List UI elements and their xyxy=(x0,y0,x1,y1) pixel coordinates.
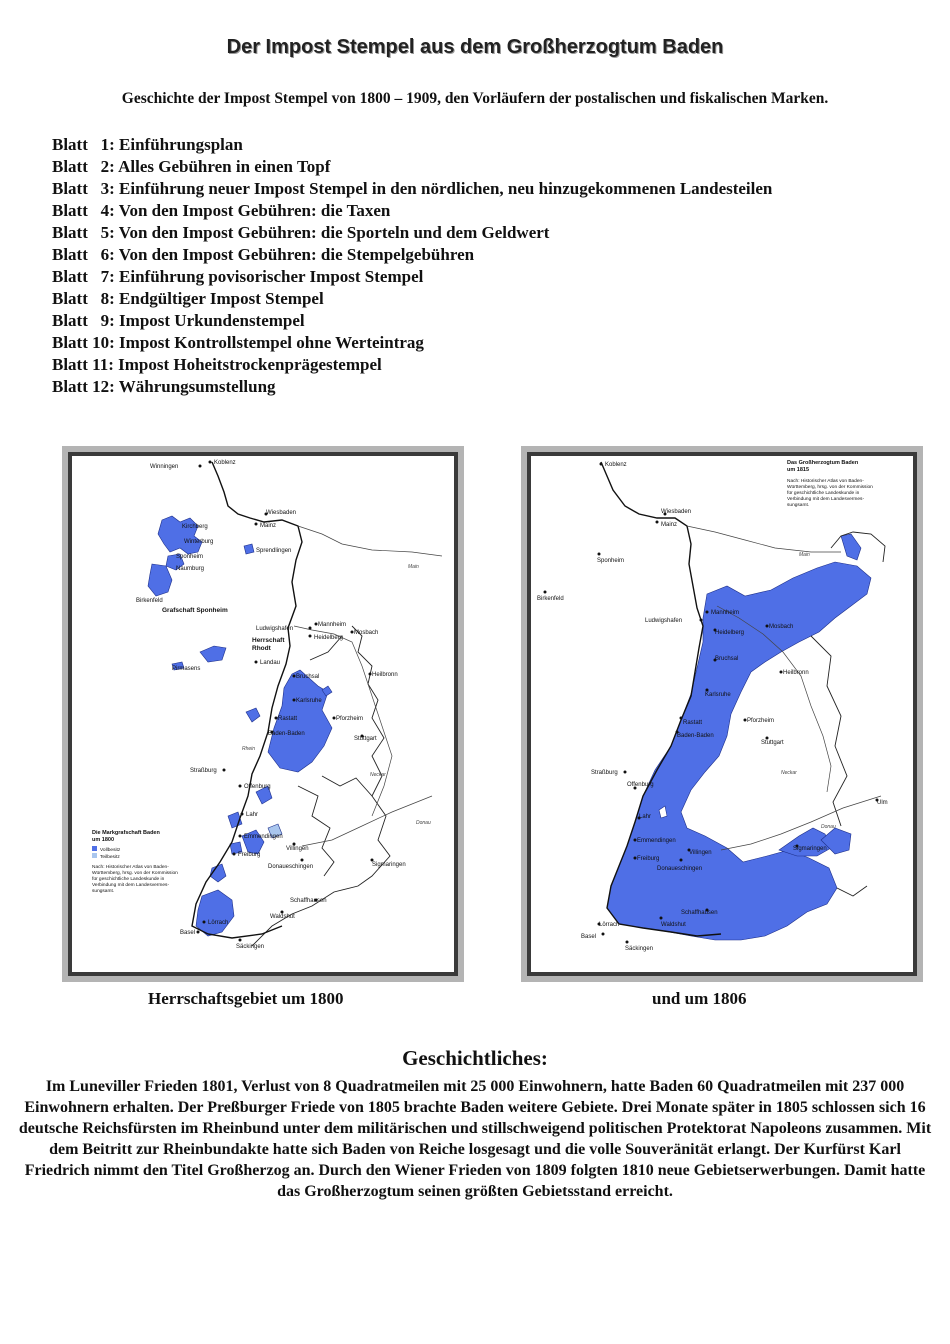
city-label: Pforzheim xyxy=(336,716,364,722)
page-subtitle: Geschichte der Impost Stempel von 1800 – 1909, den Vorläufern der postalischen und fiskalischen Marken. xyxy=(121,90,829,107)
legend-source: Nach: Historischer Atlas von Baden- xyxy=(92,865,169,870)
city-dot xyxy=(600,463,603,466)
city-label: Karlsruhe xyxy=(296,698,322,704)
city-label: Bruchsal xyxy=(715,656,739,662)
city-label: Offenburg xyxy=(627,782,654,788)
city-dot xyxy=(301,859,304,862)
sheet-item: Blatt 9: Impost Urkundenstempel xyxy=(52,311,305,330)
sheet-item: Blatt 11: Impost Hoheitstrockenprägestempel xyxy=(52,355,382,374)
city-label: Straßburg xyxy=(190,768,217,774)
city-dot xyxy=(239,939,242,942)
city-label: Heilbronn xyxy=(783,670,809,676)
map-shape xyxy=(302,796,432,846)
city-label: Pforzheim xyxy=(747,718,775,724)
city-label: Rastatt xyxy=(278,716,298,722)
map-shape xyxy=(298,526,442,556)
map-1800-caption: Herrschaftsgebiet um 1800 xyxy=(148,989,344,1008)
city-dot xyxy=(209,461,212,464)
map-shape xyxy=(298,786,334,876)
legend-title: um 1815 xyxy=(787,467,810,473)
sheet-item: Blatt 10: Impost Kontrollstempel ohne Werteintrag xyxy=(52,333,424,352)
city-label: Landau xyxy=(260,660,281,666)
legend-swatch-partial xyxy=(92,853,97,858)
city-label: Lörrach xyxy=(208,920,229,926)
legend-title: Die Markgrafschaft Baden xyxy=(92,830,160,836)
city-dot xyxy=(199,465,202,468)
city-label: Heidelberg xyxy=(314,635,344,641)
river-label: Neckar xyxy=(781,770,797,776)
region-label: Grafschaft Sponheim xyxy=(162,607,228,614)
city-label: Säckingen xyxy=(236,944,265,950)
city-label: Ludwigshafen xyxy=(645,618,683,624)
city-label: Baden-Baden xyxy=(268,731,305,737)
sheet-item: Blatt 3: Einführung neuer Impost Stempel in den nördlichen, neu hinzugekommenen Landesteilen xyxy=(52,179,773,198)
city-dot xyxy=(255,523,258,526)
city-label: Freiburg xyxy=(637,856,660,862)
city-label: Rastatt xyxy=(683,720,703,726)
city-label: Koblenz xyxy=(605,462,627,468)
map-shape xyxy=(687,526,841,552)
map-1800 xyxy=(62,446,464,982)
city-label: Baden-Baden xyxy=(677,733,714,739)
city-dot xyxy=(241,813,244,816)
map-shape xyxy=(837,886,867,896)
city-dot xyxy=(626,941,629,944)
city-label: Pirmasens xyxy=(172,666,201,672)
legend-title: Das Großherzogtum Baden xyxy=(787,460,859,466)
legend-source: Verbindung mit dem Landesvermes- xyxy=(92,883,170,888)
city-label: Mainz xyxy=(260,523,277,529)
legend-source: Verbindung mit dem Landesvermes- xyxy=(787,497,865,502)
city-label: Mannheim xyxy=(711,610,740,616)
city-label: Emmendingen xyxy=(244,834,283,840)
region-label: Herrschaft xyxy=(252,637,285,644)
sheet-item: Blatt 5: Von den Impost Gebühren: die Sporteln und dem Geldwert xyxy=(52,223,550,242)
map-shape xyxy=(811,636,847,826)
city-label: Sponheim xyxy=(597,558,625,564)
city-label: Mannheim xyxy=(318,622,347,628)
city-dot xyxy=(255,661,258,664)
city-dot xyxy=(223,769,226,772)
city-label: Emmendingen xyxy=(637,838,676,844)
map-1806-legend xyxy=(787,460,873,508)
city-label: Winterburg xyxy=(184,539,214,545)
city-label: Waldshut xyxy=(270,914,295,920)
sheet-item: Blatt 7: Einführung povisorischer Impost Stempel xyxy=(52,267,424,286)
city-dot xyxy=(309,635,312,638)
sheet-item: Blatt 6: Von den Impost Gebühren: die Stempelgebühren xyxy=(52,245,475,264)
legend-source: sungsamt. xyxy=(787,503,810,508)
city-label: Villingen xyxy=(689,850,712,856)
city-label: Birkenfeld xyxy=(136,598,163,604)
city-dot xyxy=(197,931,200,934)
city-label: Kirchberg xyxy=(182,524,208,530)
city-dot xyxy=(309,627,312,630)
city-label: Mosbach xyxy=(354,630,379,636)
city-label: Waldshut xyxy=(661,922,686,928)
city-label: Ludwigshafen xyxy=(256,626,294,632)
river-label: Donau xyxy=(416,820,431,826)
river-label: Rhein xyxy=(242,746,256,752)
map-shape xyxy=(148,564,172,596)
city-dot xyxy=(602,933,605,936)
legend-source: Württemberg, hrsg. von der Kommission xyxy=(787,485,873,490)
city-label: Lahr xyxy=(639,814,652,820)
city-dot xyxy=(598,553,601,556)
city-dot xyxy=(203,921,206,924)
city-label: Birkenfeld xyxy=(537,596,564,602)
city-label: Offenburg xyxy=(244,784,271,790)
region-label: Rhodt xyxy=(252,645,271,652)
page-title: Der Impost Stempel aus dem Großherzogtum Baden xyxy=(226,36,724,58)
city-label: Freiburg xyxy=(238,852,261,858)
city-label: Schaffhausen xyxy=(290,898,327,904)
city-label: Straßburg xyxy=(591,770,618,776)
city-dot xyxy=(656,521,659,524)
sheet-item: Blatt 2: Alles Gebühren in einen Topf xyxy=(52,157,331,176)
legend-source: für geschichtliche Landeskunde in xyxy=(787,491,860,496)
city-label: Donaueschingen xyxy=(268,864,314,870)
city-label: Heilbronn xyxy=(372,672,398,678)
map-shape xyxy=(322,776,372,796)
city-label: Wiesbaden xyxy=(266,510,297,516)
legend-source: Nach: Historischer Atlas von Baden- xyxy=(787,479,864,484)
map-shape xyxy=(196,890,234,936)
territory-1806 xyxy=(607,534,871,940)
city-label: Sponheim xyxy=(176,554,204,560)
legend-source: für geschichtliche Landeskunde in xyxy=(92,877,165,882)
map-1806-drawing xyxy=(531,456,913,972)
city-label: Villingen xyxy=(286,846,309,852)
city-dot xyxy=(624,771,627,774)
city-label: Bruchsal xyxy=(296,674,320,680)
city-label: Mainz xyxy=(661,522,678,528)
legend-source: Württemberg, hrsg. von der Kommission xyxy=(92,871,178,876)
legend-item: Teilbesitz xyxy=(100,855,120,860)
city-label: Sprendlingen xyxy=(256,548,292,554)
city-label: Lörrach xyxy=(599,922,620,928)
map-1806 xyxy=(521,446,923,982)
city-label: Basel xyxy=(581,934,597,940)
city-label: Heidelberg xyxy=(715,630,745,636)
map-1800-drawing xyxy=(72,456,454,972)
map-shape xyxy=(200,646,226,662)
sheet-item: Blatt 12: Währungsumstellung xyxy=(52,377,276,396)
city-label: Karlsruhe xyxy=(705,692,731,698)
city-label: Sigmaringen xyxy=(372,862,406,868)
river-label: Main xyxy=(408,564,419,570)
legend-source: sungsamt. xyxy=(92,889,115,894)
city-label: Stuttgart xyxy=(761,740,784,746)
legend-swatch-full xyxy=(92,846,97,851)
map-shape xyxy=(246,708,260,722)
city-label: Donaueschingen xyxy=(657,866,703,872)
city-dot xyxy=(700,619,703,622)
legend-item: Vollbesitz xyxy=(100,848,121,853)
city-label: Stuttgart xyxy=(354,736,377,742)
city-dot xyxy=(239,785,242,788)
sheet-item: Blatt 4: Von den Impost Gebühren: die Taxen xyxy=(52,201,391,220)
city-dot xyxy=(706,611,709,614)
city-label: Koblenz xyxy=(214,460,236,466)
city-label: Säckingen xyxy=(625,946,654,952)
city-dot xyxy=(660,917,663,920)
city-label: Mosbach xyxy=(769,624,794,630)
city-label: Sigmaringen xyxy=(793,846,827,852)
map-shape xyxy=(158,516,202,554)
city-label: Naumburg xyxy=(176,566,205,572)
legend-title: um 1800 xyxy=(92,837,115,843)
river-label: Neckar xyxy=(370,772,386,778)
city-dot xyxy=(239,835,242,838)
history-heading: Geschichtliches: xyxy=(402,1046,548,1070)
history-text: Im Luneviller Frieden 1801, Verlust von 8 Quadratmeilen mit 25 000 Einwohnern, hatte Baden 60 Quadratmeilen mit 237 000 Einwohnern erhalten. Der Preßburger Friede von 1805 brachte Baden weitere Gebiete. Drei Monate später in 1805 schlossen sich 16 deutsche Reichsfürsten im Rheinbund unter dem militärischen und stillschweigend politischen Protektorat Napoleons zusammen. Mit dem Beitritt zur Rheinbundakte hatte sich Baden von Reiche losgesagt und die volle Souveränität erlangt. Der Kurfürst Karl Friedrich nimmt den Titel Großherzog an. Durch den Wiener Frieden von 1809 folgten 1810 neue Gebietserwerbungen. Damit hatte das Großherzogtum seinen größten Gebietsstand erreicht. xyxy=(18,1078,932,1200)
city-label: Basel xyxy=(180,930,196,936)
map-1806-caption: und um 1806 xyxy=(652,989,747,1008)
city-label: Winningen xyxy=(150,464,179,470)
city-dot xyxy=(680,859,683,862)
city-label: Ulm xyxy=(877,800,888,806)
river-label: Donau xyxy=(821,824,836,830)
city-dot xyxy=(233,853,236,856)
city-label: Schaffhausen xyxy=(681,910,718,916)
map-1800-legend xyxy=(92,830,178,894)
city-label: Wiesbaden xyxy=(661,509,692,515)
sheet-list xyxy=(52,134,772,398)
sheet-item: Blatt 1: Einführungsplan xyxy=(52,135,243,154)
city-dot xyxy=(544,591,547,594)
city-label: Lahr xyxy=(246,812,259,818)
river-label: Main xyxy=(799,552,810,558)
sheet-item: Blatt 8: Endgültiger Impost Stempel xyxy=(52,289,324,308)
map-shape xyxy=(244,544,254,554)
map-shape xyxy=(841,534,861,560)
